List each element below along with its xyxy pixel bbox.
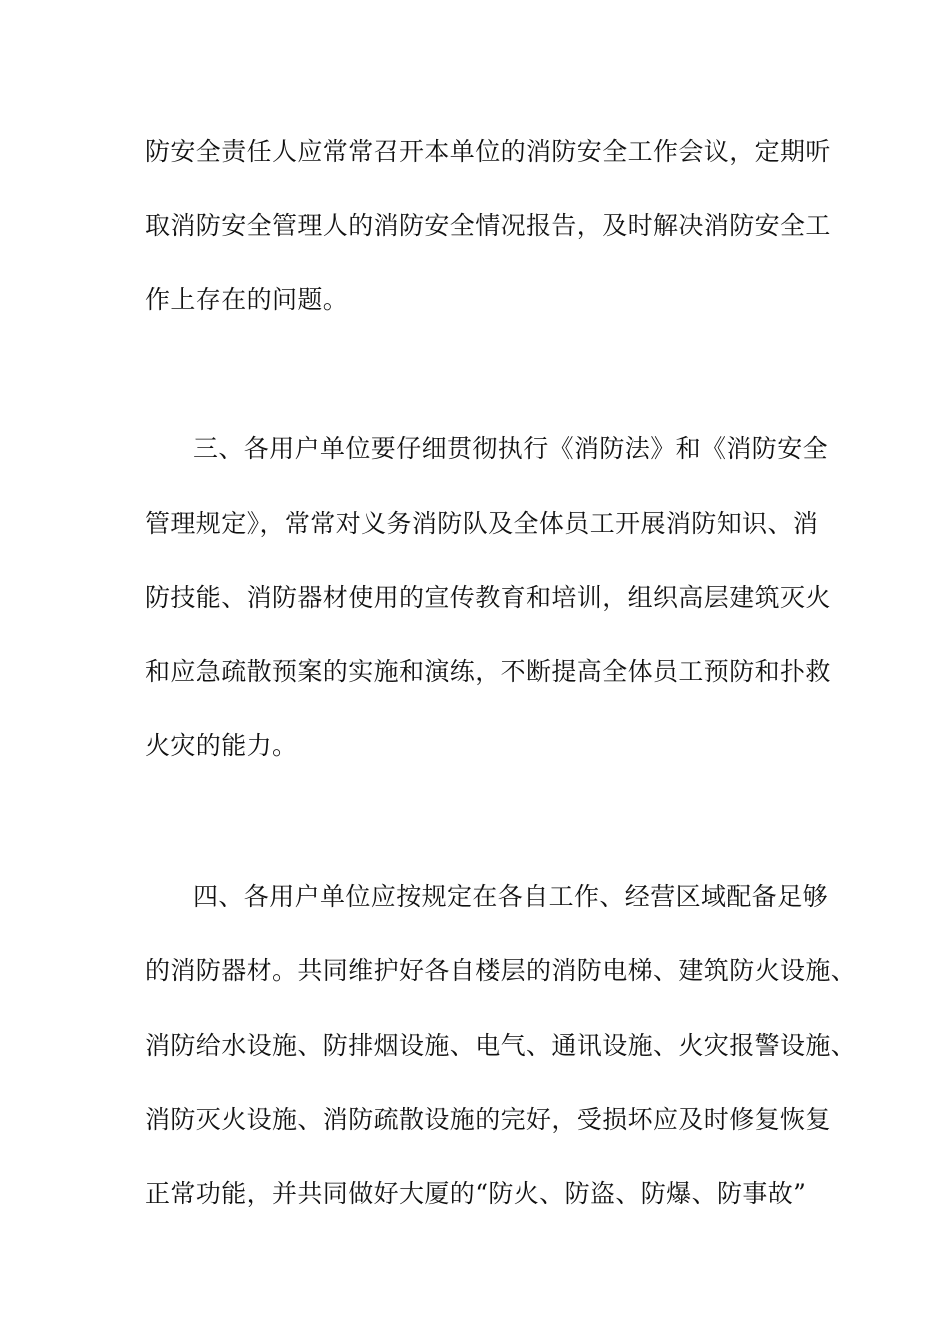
paragraph-1-line-3: 作上存在的问题。 (145, 285, 349, 314)
paragraph-3-line-1: 四、各用户单位应按规定在各自工作、经营区域配备足够 (193, 882, 829, 911)
paragraph-3-line-3: 消防给水设施、防排烟设施、电气、通讯设施、火灾报警设施、 (145, 1031, 857, 1060)
paragraph-2-line-5: 火灾的能力。 (145, 731, 298, 760)
paragraph-1-line-1: 防安全责任人应常常召开本单位的消防安全工作会议，定期听 (145, 137, 831, 166)
paragraph-3-line-4: 消防灭火设施、消防疏散设施的完好，受损坏应及时修复恢复 (145, 1105, 831, 1134)
paragraph-2-line-2: 管理规定》，常常对义务消防队及全体员工开展消防知识、消 (145, 509, 819, 538)
paragraph-3-line-2: 的消防器材。共同维护好各自楼层的消防电梯、建筑防火设施、 (145, 956, 857, 985)
paragraph-2-line-3: 防技能、消防器材使用的宣传教育和培训，组织高层建筑灭火 (145, 583, 831, 612)
paragraph-2-line-1: 三、各用户单位要仔细贯彻执行《消防法》和《消防安全 (193, 434, 829, 463)
paragraph-3-line-5: 正常功能，并共同做好大厦的“防火、防盗、防爆、防事故” (145, 1179, 807, 1208)
paragraph-1-line-2: 取消防安全管理人的消防安全情况报告，及时解决消防安全工 (145, 211, 831, 240)
paragraph-2-line-4: 和应急疏散预案的实施和演练，不断提高全体员工预防和扑救 (145, 657, 831, 686)
